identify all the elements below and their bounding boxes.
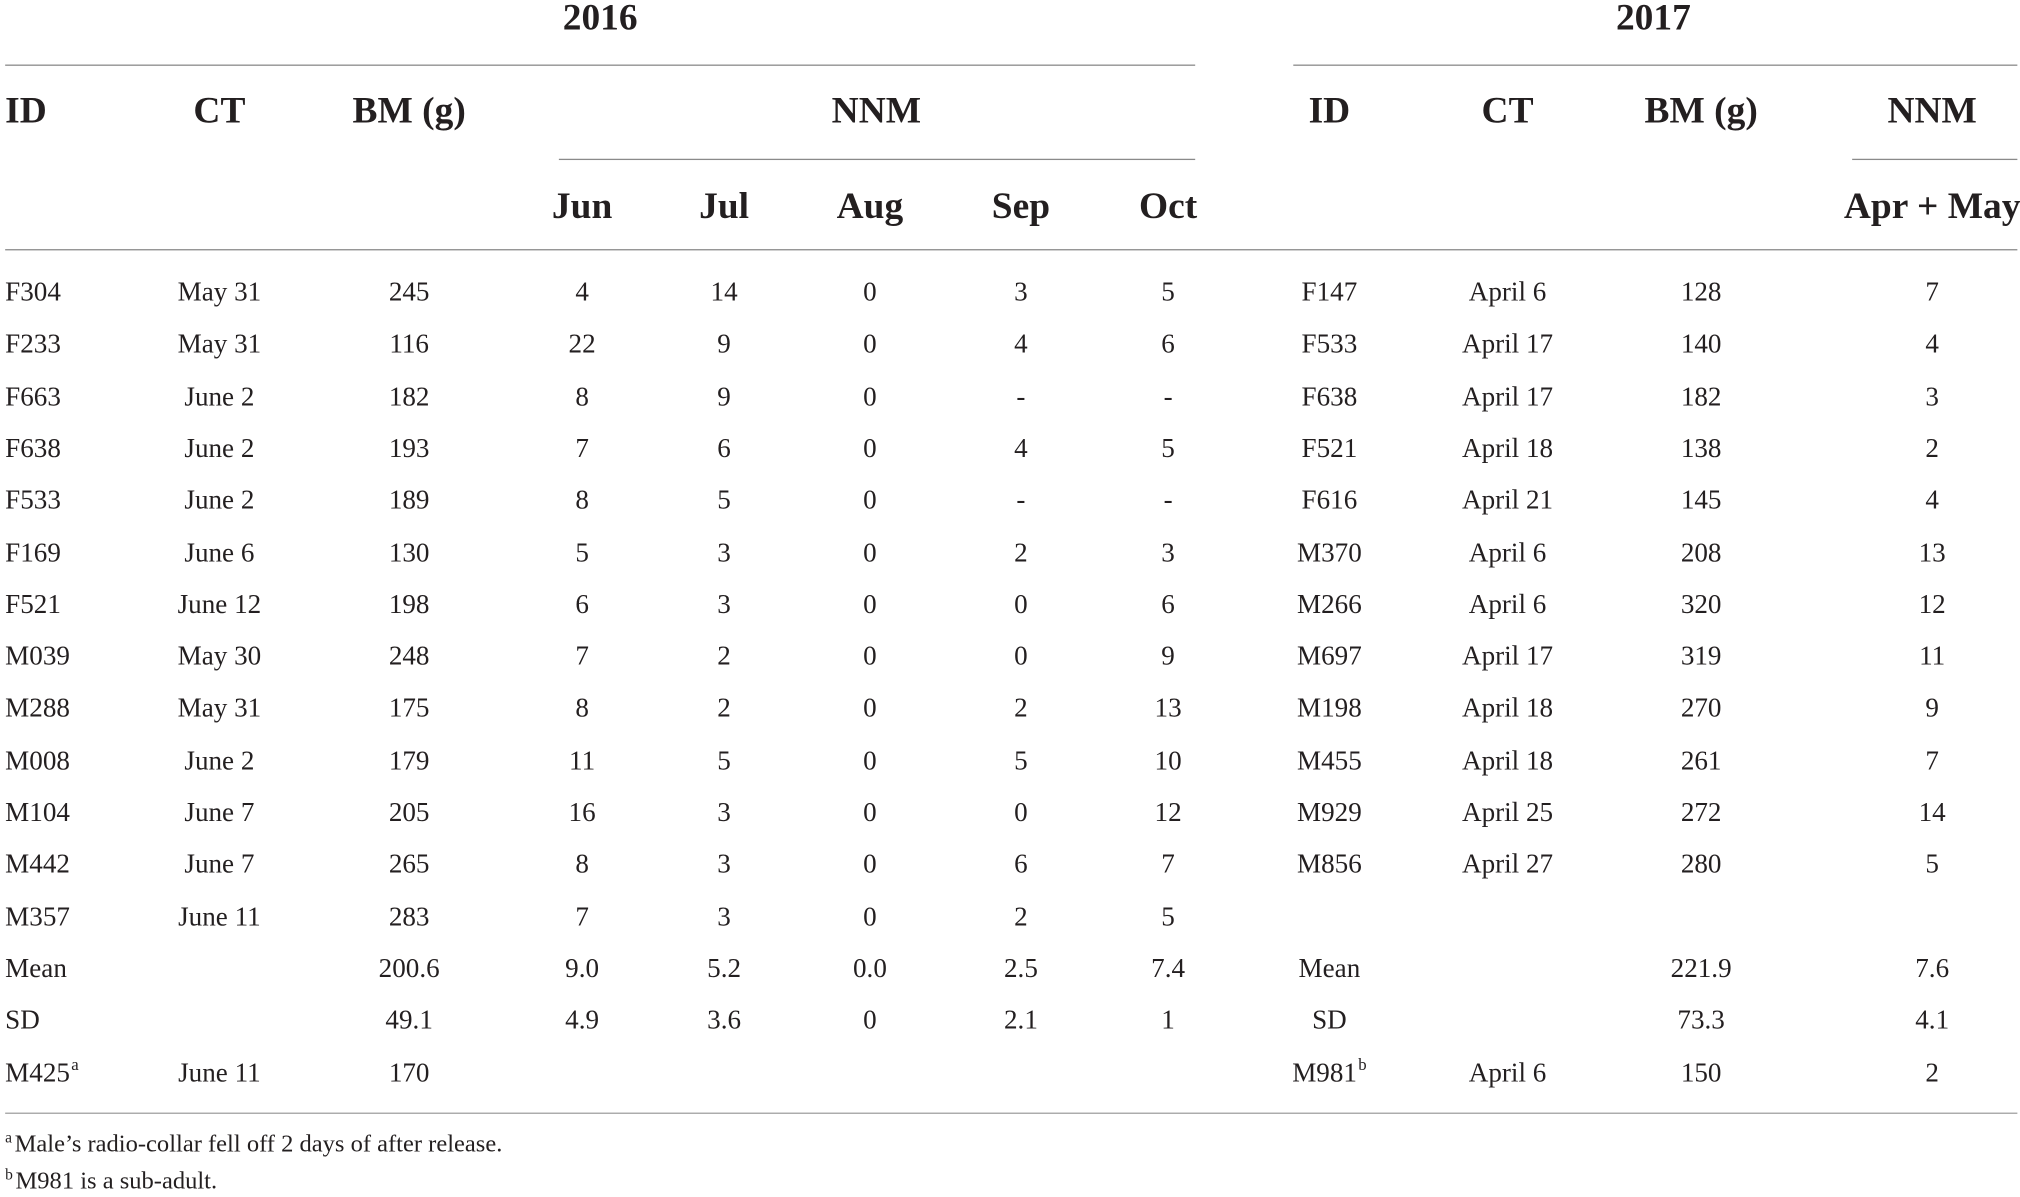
cell-ct: April 17 — [1461, 380, 1554, 412]
footnote-mark: b — [1358, 1053, 1367, 1074]
cell-oct: 5 — [1161, 432, 1175, 464]
cell-sep: 3 — [1014, 276, 1028, 308]
cell-jul: 3 — [717, 588, 731, 620]
cell-id: F169 — [5, 536, 61, 568]
cell-oct: 5 — [1161, 276, 1175, 308]
cell-sep: 2.5 — [1004, 952, 1038, 984]
footnote-mark: a — [71, 1053, 79, 1074]
cell-jun: 4 — [575, 276, 589, 308]
cell-bm: 138 — [1680, 432, 1722, 464]
cell-bm: 283 — [388, 900, 430, 932]
cell-id: M442 — [5, 848, 70, 880]
cell-id: M198 — [1297, 692, 1362, 724]
cell-sep: 2 — [1014, 900, 1028, 932]
cell-aug: 0 — [863, 484, 877, 516]
cell-aug: 0 — [863, 692, 877, 724]
cell-bm: 265 — [388, 848, 430, 880]
cell-oct: 10 — [1154, 744, 1182, 776]
cell-ct: June 7 — [184, 796, 255, 828]
cell-nnm: 11 — [1919, 640, 1946, 672]
cell-oct: 12 — [1154, 796, 1182, 828]
cell-nnm: 7 — [1925, 276, 1939, 308]
cell-jul: 3.6 — [707, 1004, 742, 1036]
col-bm-2016: BM (g) — [352, 90, 466, 132]
cell-oct: 6 — [1161, 588, 1175, 620]
cell-sep: 0 — [1014, 640, 1028, 672]
cell-aug: 0 — [863, 848, 877, 880]
cell-id: F638 — [5, 432, 61, 464]
cell-ct: April 17 — [1461, 640, 1554, 672]
cell-jun: 7 — [575, 640, 589, 672]
cell-jul: 5.2 — [707, 952, 742, 984]
cell-sep: 4 — [1014, 328, 1028, 360]
cell-sep: 6 — [1014, 848, 1028, 880]
cell-ct: June 11 — [178, 900, 261, 932]
col-ct-2016: CT — [193, 90, 246, 132]
cell-id: Mean — [5, 952, 67, 984]
cell-bm: 200.6 — [378, 952, 440, 984]
cell-bm: 140 — [1680, 328, 1722, 360]
cell-oct: - — [1163, 380, 1173, 412]
cell-bm: 319 — [1680, 640, 1722, 672]
cell-nnm: 13 — [1918, 536, 1946, 568]
cell-oct: - — [1163, 484, 1173, 516]
col-id-2016: ID — [5, 90, 47, 132]
cell-ct: April 6 — [1468, 536, 1547, 568]
cell-ct: May 30 — [177, 640, 262, 672]
cell-jul: 9 — [717, 380, 731, 412]
cell-id: M697 — [1297, 640, 1362, 672]
year-2016-header: 2016 — [562, 0, 638, 39]
cell-ct: May 31 — [177, 276, 262, 308]
cell-nnm: 12 — [1918, 588, 1946, 620]
cell-jun: 8 — [575, 848, 589, 880]
cell-bm: 150 — [1680, 1056, 1722, 1088]
cell-aug: 0 — [863, 744, 877, 776]
cell-id: F663 — [5, 380, 61, 412]
cell-ct: May 31 — [177, 692, 262, 724]
cell-ct: April 25 — [1461, 796, 1554, 828]
cell-nnm: 4.1 — [1915, 1004, 1950, 1036]
cell-id: M455 — [1297, 744, 1362, 776]
cell-bm: 73.3 — [1677, 1004, 1725, 1036]
cell-id: M370 — [1297, 536, 1362, 568]
cell-jul: 5 — [717, 744, 731, 776]
cell-bm: 179 — [388, 744, 430, 776]
cell-id: F616 — [1301, 484, 1358, 516]
cell-bm: 272 — [1680, 796, 1722, 828]
cell-sep: 0 — [1014, 588, 1028, 620]
col-month-aug: Aug — [836, 185, 904, 228]
cell-bm: 49.1 — [385, 1004, 433, 1036]
cell-aug: 0 — [863, 536, 877, 568]
cell-oct: 5 — [1161, 900, 1175, 932]
cell-sep: 0 — [1014, 796, 1028, 828]
year-2017-header: 2017 — [1615, 0, 1691, 39]
cell-id: M104 — [5, 796, 70, 828]
cell-oct: 6 — [1161, 328, 1175, 360]
cell-jun: 6 — [575, 588, 589, 620]
cell-bm: 182 — [388, 380, 430, 412]
cell-aug: 0 — [863, 380, 877, 412]
cell-aug: 0 — [863, 276, 877, 308]
cell-jun: 5 — [575, 536, 589, 568]
cell-ct: June 11 — [178, 1056, 261, 1088]
cell-id: F533 — [1301, 328, 1358, 360]
cell-ct: April 21 — [1461, 484, 1554, 516]
cell-id: F521 — [5, 588, 61, 620]
cell-ct: May 31 — [177, 328, 262, 360]
cell-bm: 128 — [1680, 276, 1722, 308]
cell-bm: 175 — [388, 692, 430, 724]
cell-bm: 320 — [1680, 588, 1722, 620]
cell-id: M856 — [1297, 848, 1362, 880]
cell-nnm: 7.6 — [1915, 952, 1950, 984]
cell-oct: 9 — [1161, 640, 1175, 672]
cell-id: SD — [5, 1004, 40, 1036]
cell-sep: 4 — [1014, 432, 1028, 464]
cell-ct: June 2 — [184, 484, 255, 516]
cell-nnm: 7 — [1925, 744, 1939, 776]
cell-bm: 270 — [1680, 692, 1722, 724]
cell-jun: 22 — [568, 328, 596, 360]
cell-ct: June 7 — [184, 848, 255, 880]
cell-id: F521 — [1301, 432, 1358, 464]
cell-id: F233 — [5, 328, 61, 360]
cell-jul: 6 — [717, 432, 731, 464]
cell-nnm: 2 — [1925, 432, 1939, 464]
cell-aug: 0 — [863, 588, 877, 620]
cell-aug: 0 — [863, 900, 877, 932]
col-ct-2017: CT — [1481, 90, 1534, 132]
cell-bm: 193 — [388, 432, 430, 464]
cell-id: M357 — [5, 900, 70, 932]
cell-nnm: 9 — [1925, 692, 1939, 724]
cell-aug: 0 — [863, 1004, 877, 1036]
cell-jun: 4.9 — [565, 1004, 600, 1036]
cell-jul: 14 — [710, 276, 738, 308]
cell-ct: April 6 — [1468, 276, 1547, 308]
cell-ct: June 12 — [177, 588, 262, 620]
col-bm-2017: BM (g) — [1644, 90, 1758, 132]
cell-ct: April 27 — [1461, 848, 1554, 880]
col-nnm-2016: NNM — [831, 90, 922, 132]
cell-jul: 3 — [717, 848, 731, 880]
footnote-a: $^a$ Male’s radio-collar fell off 2 days of after release. — [5, 1128, 503, 1158]
cell-jul: 3 — [717, 900, 731, 932]
cell-nnm: 14 — [1918, 796, 1946, 828]
cell-ct: June 2 — [184, 744, 255, 776]
cell-id: F638 — [1301, 380, 1358, 412]
cell-bm: 116 — [389, 328, 429, 360]
cell-bm: 208 — [1680, 536, 1722, 568]
cell-ct: April 18 — [1461, 432, 1554, 464]
cell-jun: 9.0 — [565, 952, 600, 984]
cell-nnm: 2 — [1925, 1056, 1939, 1088]
col-month-jul: Jul — [699, 185, 750, 228]
cell-aug: 0 — [863, 432, 877, 464]
cell-bm: 261 — [1680, 744, 1722, 776]
cell-jun: 11 — [569, 744, 596, 776]
cell-aug: 0 — [863, 328, 877, 360]
rule-2017-top — [1293, 65, 2017, 66]
cell-nnm: 4 — [1925, 484, 1939, 516]
cell-ct: June 2 — [184, 380, 255, 412]
cell-nnm: 4 — [1925, 328, 1939, 360]
cell-sep: - — [1016, 380, 1026, 412]
cell-jun: 8 — [575, 692, 589, 724]
cell-id: M425$^a$ — [5, 1053, 79, 1088]
cell-bm: 130 — [388, 536, 430, 568]
col-nnm-2017: NNM — [1887, 90, 1977, 132]
cell-oct: 13 — [1154, 692, 1182, 724]
cell-ct: June 2 — [184, 432, 255, 464]
rule-nnm-2016 — [559, 159, 1195, 160]
cell-oct: 7 — [1161, 848, 1175, 880]
cell-bm: 189 — [388, 484, 430, 516]
cell-ct: April 17 — [1461, 328, 1554, 360]
rule-nnm-2017 — [1852, 159, 2017, 160]
cell-bm: 280 — [1680, 848, 1722, 880]
cell-id: F147 — [1301, 276, 1358, 308]
cell-nnm: 5 — [1925, 848, 1939, 880]
col-month-oct: Oct — [1138, 185, 1198, 228]
cell-id: SD — [1312, 1004, 1347, 1036]
cell-jun: 7 — [575, 900, 589, 932]
cell-id: F533 — [5, 484, 61, 516]
cell-id: Mean — [1298, 952, 1361, 984]
cell-ct: April 6 — [1468, 588, 1547, 620]
cell-jun: 7 — [575, 432, 589, 464]
cell-jul: 5 — [717, 484, 731, 516]
cell-sep: 2 — [1014, 692, 1028, 724]
cell-bm: 205 — [388, 796, 430, 828]
cell-jun: 8 — [575, 380, 589, 412]
cell-aug: 0 — [863, 796, 877, 828]
rule-2016-top — [5, 65, 1195, 66]
cell-bm: 245 — [388, 276, 430, 308]
col-id-2017: ID — [1308, 90, 1351, 132]
cell-id: F304 — [5, 276, 61, 308]
cell-bm: 145 — [1680, 484, 1722, 516]
cell-jul: 2 — [717, 692, 731, 724]
cell-jun: 16 — [568, 796, 596, 828]
cell-oct: 7.4 — [1151, 952, 1186, 984]
cell-id: M929 — [1297, 796, 1362, 828]
cell-bm: 221.9 — [1670, 952, 1732, 984]
cell-nnm: 3 — [1925, 380, 1939, 412]
cell-oct: 1 — [1161, 1004, 1175, 1036]
cell-id: M981$^b$ — [1292, 1053, 1367, 1088]
cell-aug: 0 — [863, 640, 877, 672]
cell-jul: 3 — [717, 536, 731, 568]
cell-sep: 2 — [1014, 536, 1028, 568]
cell-sep: 2.1 — [1004, 1004, 1038, 1036]
cell-bm: 248 — [388, 640, 430, 672]
rule-table-bottom — [5, 1113, 2017, 1114]
cell-jun: 8 — [575, 484, 589, 516]
cell-id: M266 — [1297, 588, 1362, 620]
cell-id: M039 — [5, 640, 70, 672]
col-month-sep: Sep — [991, 185, 1051, 228]
cell-id: M008 — [5, 744, 70, 776]
cell-ct: April 18 — [1461, 744, 1554, 776]
col-period-2017: Apr + May — [1843, 185, 2020, 228]
cell-id: M288 — [5, 692, 70, 724]
col-month-jun: Jun — [551, 185, 613, 228]
cell-bm: 170 — [388, 1056, 430, 1088]
rule-header-bottom — [5, 249, 2017, 250]
cell-jul: 9 — [717, 328, 731, 360]
cell-oct: 3 — [1161, 536, 1175, 568]
cell-ct: April 6 — [1468, 1056, 1547, 1088]
footnote-b: $^b$ M981 is a sub-adult. — [5, 1165, 218, 1196]
cell-jul: 2 — [717, 640, 731, 672]
cell-aug: 0.0 — [852, 952, 887, 984]
cell-bm: 198 — [388, 588, 430, 620]
cell-bm: 182 — [1680, 380, 1722, 412]
cell-sep: - — [1016, 484, 1026, 516]
cell-sep: 5 — [1014, 744, 1028, 776]
cell-ct: June 6 — [184, 536, 255, 568]
cell-jul: 3 — [717, 796, 731, 828]
cell-ct: April 18 — [1461, 692, 1554, 724]
